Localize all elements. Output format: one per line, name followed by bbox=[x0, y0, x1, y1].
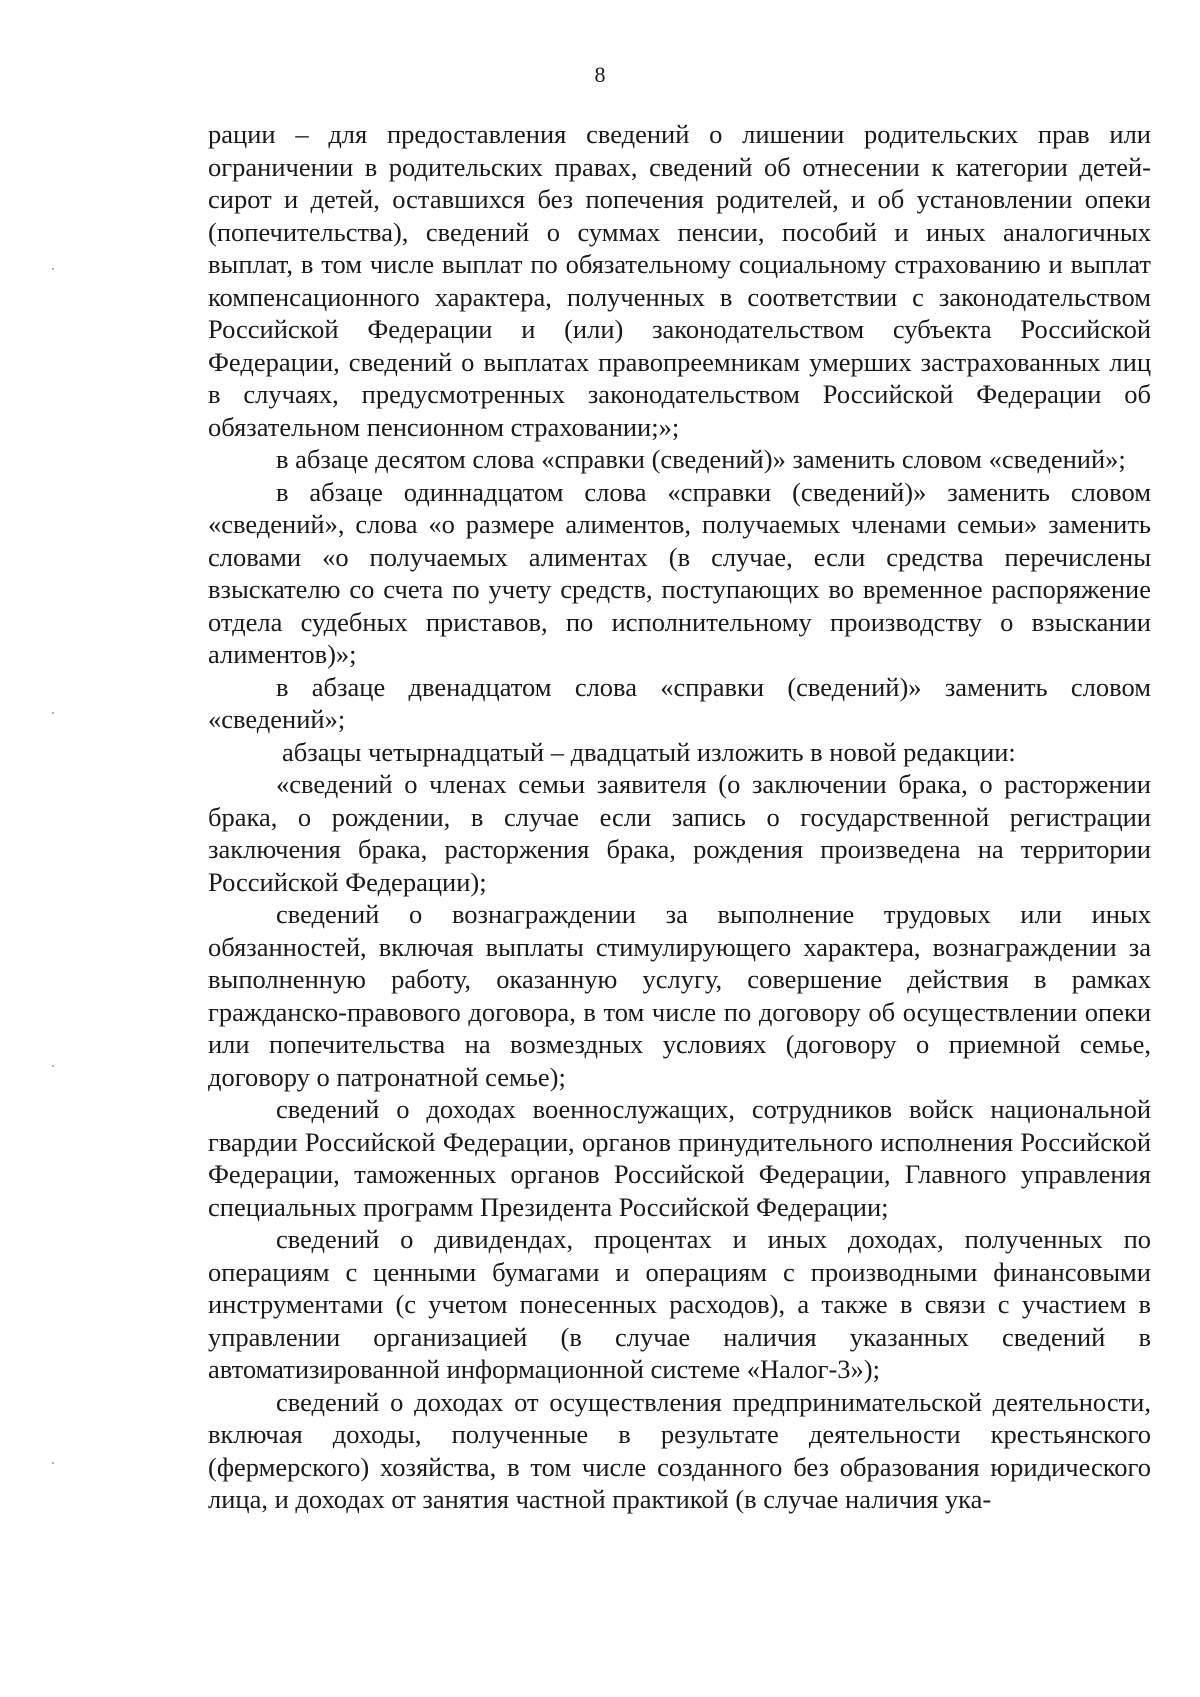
scan-dot-mark bbox=[52, 1065, 54, 1067]
scan-dot-mark bbox=[52, 268, 54, 270]
paragraph-dividends: сведений о дивидендах, процентах и иных доходах, полученных по операциям с ценными бумагами и операциям с производными финансовыми инструментами (с учетом понесенных расходов), а также в связи с участием в управлении организацией (в случае наличия указанных сведений в автоматизированной информационной системе «Налог-3»); bbox=[208, 1224, 1151, 1384]
paragraph-business-income: сведений о доходах от осуществления предпринимательской деятельности, включая доходы, полученные в результате деятельности крестьянского (фермерского) хозяйства, в том числе созданного без образования юридического лица, и доходах от занятия частной практикой (в случае наличия ука- bbox=[208, 1386, 1151, 1514]
scan-dot-mark bbox=[52, 712, 54, 714]
paragraph-new-edition-intro: абзацы четырнадцатый – двадцатый изложить в новой редакции: bbox=[282, 736, 1016, 767]
paragraph-military-income: сведений о доходах военнослужащих, сотрудников войск национальной гвардии Российской Федерации, органов принудительного исполнения Российской Федерации, таможенных органов Российской Федерации, Главного управления специальных программ Президента Российской Федерации; bbox=[208, 1094, 1151, 1222]
paragraph-amendment-10: в абзаце десятом слова «справки (сведений)» заменить словом «сведений»; bbox=[276, 444, 1126, 474]
document-body bbox=[208, 118, 1151, 1516]
page-number: 8 bbox=[594, 62, 606, 87]
paragraph-continuation: рации – для предоставления сведений о лишении родительских прав или ограничении в родительских правах, сведений об отнесении к категории детей-сирот и детей, оставшихся без попечения родителей, и об установлении опеки (попечительства), сведений о суммах пенсии, пособий и иных аналогичных выплат, в том числе выплат по обязательному социальному страхованию и выплат компенсационного характера, полученных в соответствии с законодательством Российской Федерации и (или) законодательством субъекта Российской Федерации, сведений о выплатах правопреемникам умерших застрахованных лиц в случаях, предусмотренных законодательством Российской Федерации об обязательном пенсионном страховании;»; bbox=[208, 119, 1151, 442]
paragraph-family-members: «сведений о членах семьи заявителя (о заключении брака, о расторжении брака, о рождении, в случае если запись о государственной регистрации заключения брака, расторжения брака, рождения произведена на территории Российской Федерации); bbox=[208, 769, 1151, 897]
scan-dot-mark bbox=[52, 1462, 54, 1464]
paragraph-remuneration: сведений о вознаграждении за выполнение трудовых или иных обязанностей, включая выплаты стимулирующего характера, вознаграждении за выполненную работу, оказанную услугу, совершение действия в рамках гражданско-правового договора, в том числе по договору об осуществлении опеки или попечительства на возмездных условиях (договору о приемной семье, договору о патронатной семье); bbox=[208, 899, 1151, 1092]
paragraph-amendment-12: в абзаце двенадцатом слова «справки (сведений)» заменить словом «сведений»; bbox=[208, 671, 1151, 734]
paragraph-amendment-11: в абзаце одиннадцатом слова «справки (сведений)» заменить словом «сведений», слова «о размере алиментов, получаемых членами семьи» заменить словами «о получаемых алиментах (в случае, если средства перечислены взыскателю со счета по учету средств, поступающих во временное распоряжение отдела судебных приставов, по исполнительному производству о взыскании алиментов)»; bbox=[208, 476, 1151, 669]
